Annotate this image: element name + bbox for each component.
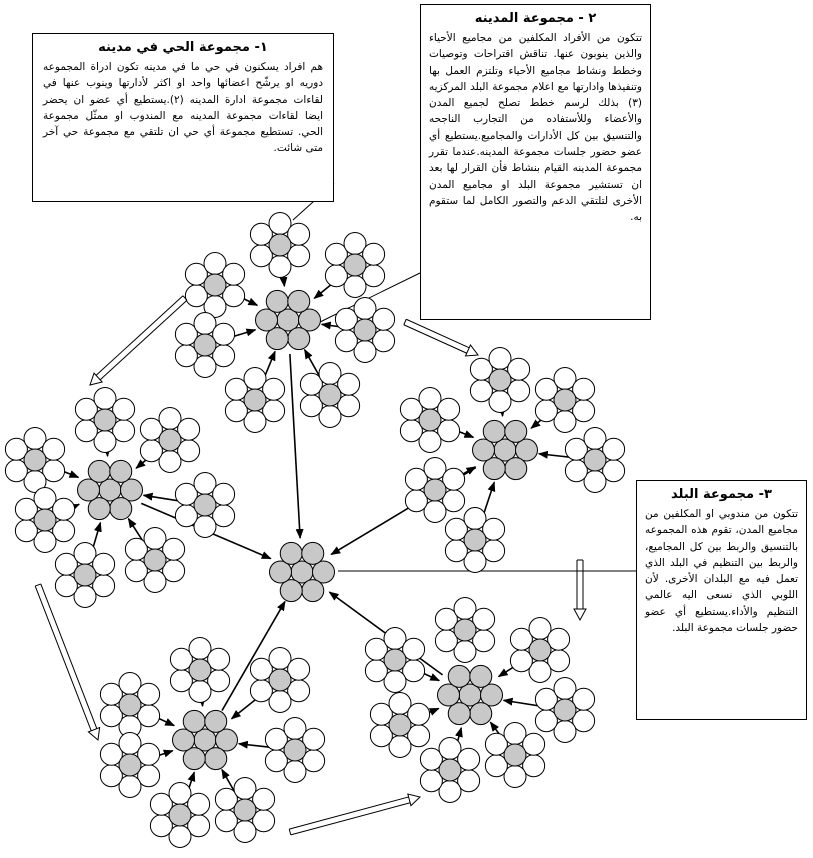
cluster-4-rosette-center <box>384 649 406 671</box>
city-group-text: تتكون من الأفراد المكلفين من مجاميع الأحياء والذين ينوبون عنها. تناقش اقتراحات وتوصيات وخطط ونشاط مجاميع الأحياء وتلتزم العمل بها وتنفيذها وادارتها مع اعلام مجموعة البلد المركزيه (٣) بذلك لرسم خطط تصلح لجميع المدن والأعضاء وللأستفاده من التجارب الناجحه والتنسيق بين كل الأدارات والمجاميع.يستطيع أي عضو حضور جلسات مجموعة المدينه.عندما تقرر مجموعة المدينه القيام بنشاط فأن القرار لها بعد ان تستشير مجموعة البلد او مجاميع المدن الأخرى لتلتقي الدعم والتصور الكامل لما ستقوم به. <box>429 32 642 224</box>
cluster-5-rosette-center <box>169 804 191 826</box>
cluster-5-rosette-center <box>119 754 141 776</box>
cluster-1-rosette-center <box>354 319 376 341</box>
cluster-2-hub-member <box>110 498 132 520</box>
cluster-2-rosette-center <box>34 509 56 531</box>
double-arrow-3-head <box>574 609 586 620</box>
cluster-1-hub-member <box>266 290 288 312</box>
cluster-5-rosette-center <box>269 669 291 691</box>
cluster-4-hub-member <box>470 665 492 687</box>
city-group-title: ٢ - مجموعة المدينه <box>474 11 597 26</box>
cluster-1-rosette-center <box>204 274 226 296</box>
country-group-title: ٣- مجموعة البلد <box>671 487 772 502</box>
cluster-5-rosette-center <box>234 799 256 821</box>
cluster-1-rosette-center <box>319 384 341 406</box>
cluster-5-hub-member <box>205 710 227 732</box>
cluster-4-rosette-center <box>529 639 551 661</box>
cluster-2-hub-member <box>88 460 110 482</box>
cluster-4-rosette-center <box>439 759 461 781</box>
cluster-3-hub-member <box>505 420 527 442</box>
cluster-3-rosette-center <box>554 389 576 411</box>
cluster-2-rosette-center <box>194 494 216 516</box>
cluster-5-hub-member <box>205 748 227 770</box>
cluster-4-rosette-center <box>504 744 526 766</box>
cluster-1-rosette-center <box>269 234 291 256</box>
cluster-3-rosette-center <box>424 479 446 501</box>
cluster-2-hub-member <box>110 460 132 482</box>
cluster-1-hub-member <box>288 290 310 312</box>
cluster-5-rosette-center <box>284 739 306 761</box>
cluster-1-rosette-center <box>194 334 216 356</box>
central-hub-member <box>302 580 324 602</box>
double-arrow-4-tail <box>35 584 41 586</box>
hub-to-center-arrow <box>290 354 300 538</box>
cluster-2-rosette-center <box>74 564 96 586</box>
cluster-4-rosette-center <box>554 699 576 721</box>
cluster-2-rosette-center <box>144 549 166 571</box>
cluster-4-hub-member <box>470 703 492 725</box>
cluster-4-rosette-center <box>454 619 476 641</box>
cluster-3-rosette-center <box>464 529 486 551</box>
double-arrow-5-line <box>291 802 411 834</box>
cluster-3-hub-member <box>483 420 505 442</box>
cluster-3-hub-member <box>505 458 527 480</box>
cluster-5-rosette-center <box>189 659 211 681</box>
double-arrow-1-line <box>99 300 187 380</box>
double-arrow-4-head <box>88 728 99 740</box>
cluster-2-rosette-center <box>94 409 116 431</box>
neighborhood-group-title: ١- مجموعة الحي في مدينه <box>98 40 268 55</box>
neighborhood-group-box <box>32 33 334 202</box>
double-arrow-1-line <box>95 296 183 376</box>
cluster-3-rosette-center <box>584 449 606 471</box>
double-arrow-2-tail <box>404 319 406 324</box>
double-arrow-5-line <box>289 797 409 829</box>
cluster-4-rosette-center <box>389 714 411 736</box>
double-arrow-2-line <box>404 325 468 354</box>
central-hub-member <box>302 542 324 564</box>
double-arrow-4-line <box>35 586 91 732</box>
cluster-2-rosette-center <box>24 449 46 471</box>
double-arrow-2-line <box>406 319 470 348</box>
cluster-1-rosette-center <box>244 389 266 411</box>
cluster-3-rosette-center <box>419 409 441 431</box>
cluster-2-rosette-center <box>159 429 181 451</box>
cluster-1-hub-member <box>288 328 310 350</box>
double-arrow-5-tail <box>289 829 291 835</box>
cluster-5-hub-member <box>183 710 205 732</box>
city-group-box <box>420 4 651 320</box>
double-arrow-5-head <box>408 794 420 806</box>
cluster-4-hub-member <box>448 665 470 687</box>
cluster-5-rosette-center <box>119 694 141 716</box>
cluster-1-rosette-center <box>344 254 366 276</box>
cluster-3-rosette-center <box>489 369 511 391</box>
central-hub-member <box>280 542 302 564</box>
neighborhood-group-text: هم افراد يسكنون في حي ما في مدينه تكون ادراة المجموعه دوريه او يرشّح اعضائها واحد او اكثر لأدارتها وينوب عنها في لقاءات مجموعة ادارة المدينه (٢).يستطيع أي عضو ان يحضر ايضا لقاءات مجموعة المدينه مع المندوب او ممثّل مجموعة الحي. تستطيع مجموعة أي حي ان تلتقي مع مجموعة حي آخر متى شائت. <box>43 61 323 155</box>
country-group-text: تتكون من مندوبي او المكلفين من مجاميع المدن، تقوم هذه المجموعه بالتنسيق والربط بين كل المجاميع، والربط بين التنظيم في البلد الذي تعمل فيه مع البلدان الأخرى. لأن اللوبي الذي نسعى اليه عالمي التنظيم والأداء.يستطيع أي عضو حضور جلسات مجموعة البلد. <box>645 508 798 635</box>
country-group-box <box>636 480 807 720</box>
